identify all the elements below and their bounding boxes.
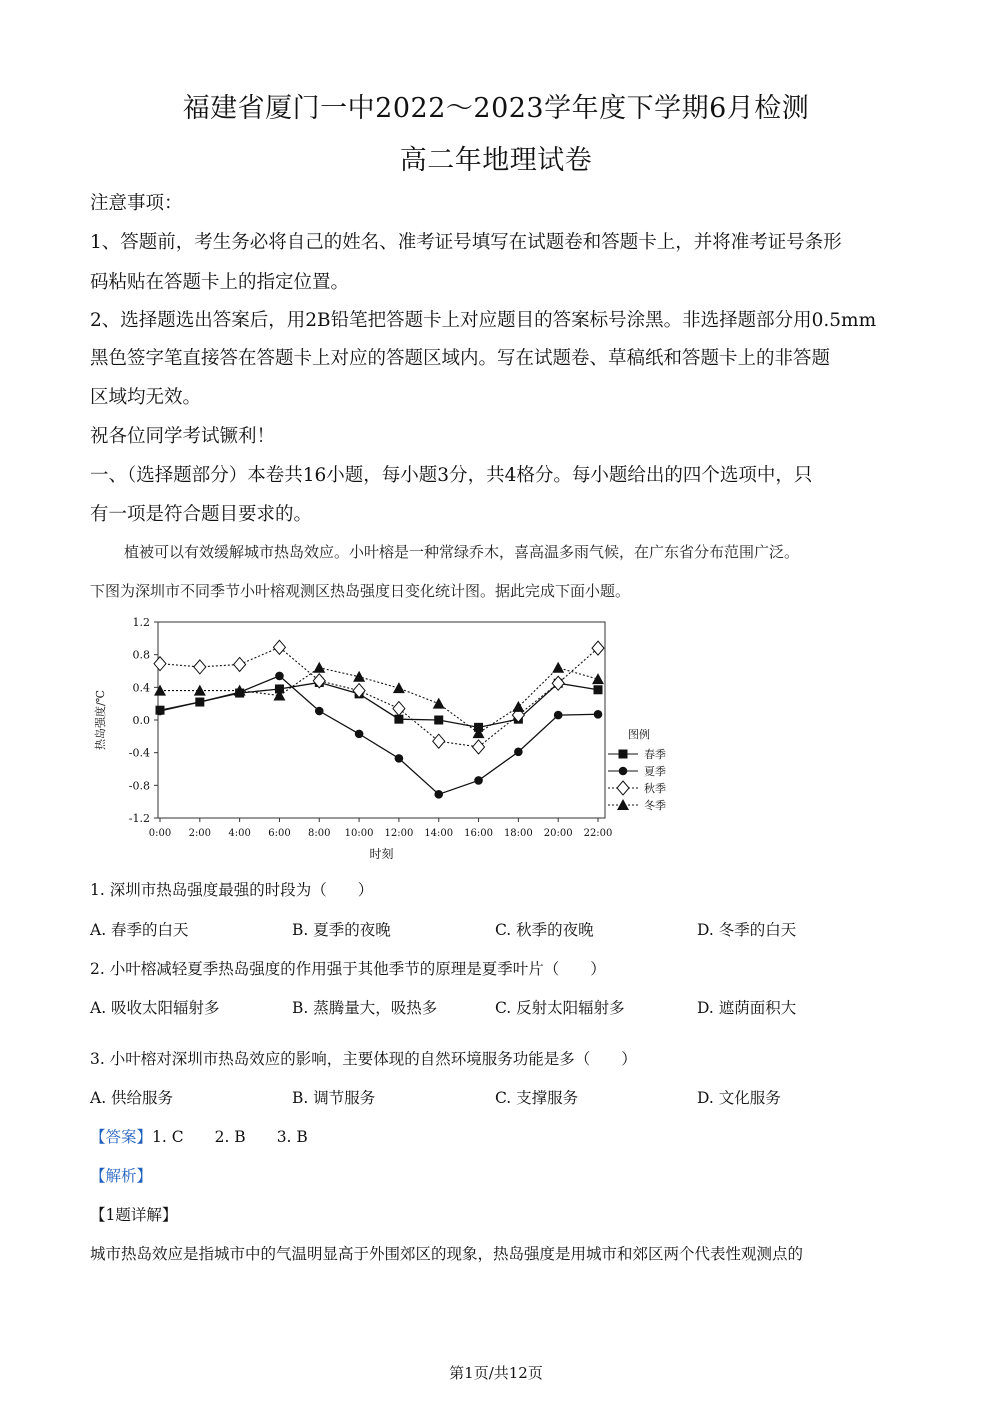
x-tick-label: 14:00 bbox=[424, 828, 454, 839]
x-tick-label: 0:00 bbox=[148, 828, 172, 839]
data-point-triangle bbox=[552, 662, 564, 673]
page-number: 第1页/共12页 bbox=[449, 1364, 543, 1382]
notice-heading: 注意事项： bbox=[90, 193, 183, 214]
answer-label: 【答案】 bbox=[90, 1128, 153, 1146]
data-point-diamond bbox=[393, 702, 405, 716]
answer-line bbox=[90, 1125, 308, 1147]
data-point-circle bbox=[395, 754, 404, 763]
y-tick-label: -0.8 bbox=[128, 779, 150, 793]
analysis-label: 【解析】 bbox=[90, 1167, 153, 1185]
x-tick-label: 4:00 bbox=[228, 828, 251, 839]
data-point-square bbox=[594, 685, 603, 694]
data-point-circle bbox=[156, 707, 165, 716]
notice-item1-line2: 码粘贴在答题卡上的指定位置。 bbox=[90, 272, 350, 293]
page-title: 福建省厦门一中2022～2023学年度下学期6月检测 bbox=[182, 93, 810, 124]
legend-label: 秋季 bbox=[644, 782, 666, 795]
material-line2: 下图为深圳市不同季节小叶榕观测区热岛强度日变化统计图。据此完成下面小题。 bbox=[90, 582, 631, 600]
notice-item1-line1: 1、答题前，考生务必将自己的姓名、准考证号填写在试题卷和答题卡上，并将准考证号条形 bbox=[90, 232, 842, 253]
material-line1: 植被可以有效缓解城市热岛效应。小叶榕是一种常绿乔木，喜高温多雨气候，在广东省分布范围广泛。 bbox=[124, 543, 800, 561]
series-line-square bbox=[160, 682, 598, 727]
data-point-diamond bbox=[234, 657, 246, 671]
x-axis-label: 时刻 bbox=[369, 847, 394, 861]
x-tick-label: 22:00 bbox=[583, 828, 613, 839]
analysis-q1-text: 城市热岛效应是指城市中的气温明显高于外围郊区的现象，热岛强度是用城市和郊区两个代表性观测点的 bbox=[90, 1245, 804, 1263]
data-point-diamond bbox=[552, 676, 564, 690]
data-point-diamond bbox=[194, 660, 206, 674]
legend-label: 冬季 bbox=[644, 799, 666, 812]
notice-wish: 祝各位同学考试镢利！ bbox=[90, 426, 276, 447]
legend-label: 春季 bbox=[644, 748, 666, 761]
data-point-triangle bbox=[393, 682, 405, 693]
x-tick-label: 2:00 bbox=[188, 828, 212, 839]
data-point-circle bbox=[554, 711, 563, 720]
x-tick-label: 20:00 bbox=[543, 828, 573, 839]
y-tick-label: 0.4 bbox=[132, 681, 150, 695]
y-tick-label: 1.2 bbox=[132, 616, 150, 629]
data-point-triangle bbox=[592, 673, 604, 684]
x-tick-label: 18:00 bbox=[503, 828, 533, 839]
data-point-circle bbox=[434, 790, 443, 799]
data-point-circle bbox=[196, 698, 205, 707]
notice-item2-line3: 区域均无效。 bbox=[90, 387, 202, 408]
x-tick-label: 12:00 bbox=[384, 828, 414, 839]
x-tick-label: 8:00 bbox=[308, 828, 331, 839]
x-tick-label: 16:00 bbox=[464, 828, 493, 839]
notice-item2-line1: 2、选择题选出答案后，用2B铅笔把答题卡上对应题目的答案标号涂黑。非选择题部分用0.5mm bbox=[90, 310, 877, 331]
answer-values: 1. C 2. B 3. B bbox=[152, 1128, 308, 1146]
data-point-diamond bbox=[433, 734, 445, 748]
question-1-option-d: D. 冬季的白天 bbox=[697, 921, 797, 939]
data-point-diamond bbox=[473, 740, 485, 754]
data-point-diamond bbox=[154, 657, 166, 671]
page-subtitle: 高二年地理试卷 bbox=[399, 145, 593, 176]
data-point-triangle bbox=[433, 698, 445, 709]
question-1-option-c: C. 秋季的夜晚 bbox=[495, 921, 594, 939]
question-2-option-c: C. 反射太阳辐射多 bbox=[495, 999, 625, 1017]
data-point-square bbox=[434, 716, 443, 725]
data-point-triangle bbox=[313, 662, 325, 673]
series-line-triangle bbox=[160, 668, 598, 733]
question-2-stem: 2. 小叶榕减轻夏季热岛强度的作用强于其他季节的原理是夏季叶片（ ） bbox=[90, 960, 606, 978]
y-tick-label: -1.2 bbox=[128, 812, 150, 825]
legend-marker-triangle bbox=[617, 799, 629, 810]
legend-marker-square bbox=[619, 750, 628, 759]
question-2-option-a: A. 吸收太阳辐射多 bbox=[90, 999, 220, 1017]
analysis-q1-label: 【1题详解】 bbox=[90, 1206, 178, 1224]
y-tick-label: 0.8 bbox=[132, 648, 150, 662]
question-2-option-b: B. 蒸腾量大，吸热多 bbox=[292, 999, 438, 1017]
x-tick-label: 10:00 bbox=[344, 828, 374, 839]
data-point-circle bbox=[315, 707, 324, 716]
notice-item2-line2: 黑色签字笔直接答在答题卡上对应的答题区域内。写在试题卷、草稿纸和答题卡上的非答题 bbox=[90, 348, 831, 369]
plot-frame bbox=[158, 622, 605, 818]
question-1-option-a: A. 春季的白天 bbox=[90, 921, 189, 939]
data-point-circle bbox=[474, 776, 483, 785]
question-1-stem: 1. 深圳市热岛强度最强的时段为（ ） bbox=[90, 881, 374, 899]
section-heading-line1: 一、（选择题部分）本卷共16小题，每小题3分，共4格分。每小题给出的四个选项中，只 bbox=[90, 465, 813, 486]
question-3-option-b: B. 调节服务 bbox=[292, 1089, 376, 1107]
heat-island-chart bbox=[90, 612, 690, 862]
data-point-diamond bbox=[592, 641, 604, 655]
question-3-option-c: C. 支撑服务 bbox=[495, 1089, 579, 1107]
data-point-diamond bbox=[273, 640, 285, 654]
question-2-option-d: D. 遮荫面积大 bbox=[697, 999, 797, 1017]
question-3-stem: 3. 小叶榕对深圳市热岛效应的影响，主要体现的自然环境服务功能是多（ ） bbox=[90, 1050, 637, 1068]
legend-marker-diamond bbox=[617, 781, 629, 795]
question-1-option-b: B. 夏季的夜晚 bbox=[292, 921, 391, 939]
data-point-circle bbox=[275, 672, 284, 681]
y-tick-label: -0.4 bbox=[128, 746, 150, 760]
data-point-circle bbox=[594, 710, 603, 719]
series-line-diamond bbox=[160, 647, 598, 747]
legend-label: 夏季 bbox=[644, 765, 666, 778]
legend-marker-circle bbox=[619, 767, 628, 776]
x-tick-label: 6:00 bbox=[268, 828, 291, 839]
question-3-option-a: A. 供给服务 bbox=[90, 1089, 174, 1107]
legend-title: 图例 bbox=[628, 728, 650, 741]
data-point-circle bbox=[514, 748, 523, 757]
question-3-option-d: D. 文化服务 bbox=[697, 1089, 781, 1107]
y-tick-label: 0.0 bbox=[132, 714, 150, 727]
data-point-circle bbox=[355, 730, 364, 739]
section-heading-line2: 有一项是符合题目要求的。 bbox=[90, 504, 313, 525]
y-axis-label: 热岛强度/℃ bbox=[94, 689, 107, 751]
